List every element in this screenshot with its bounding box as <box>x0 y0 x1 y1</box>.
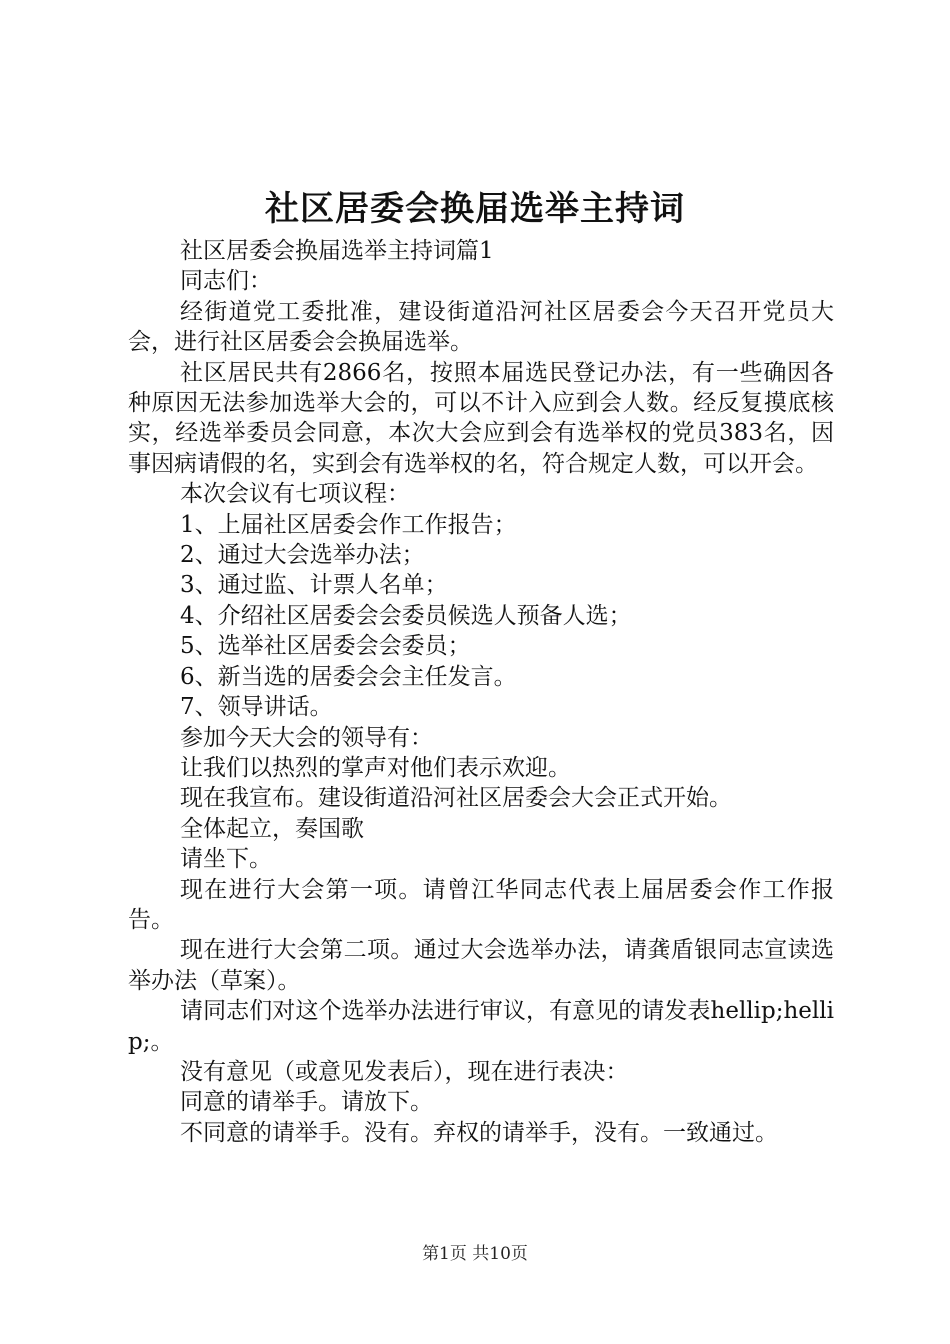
paragraph: 让我们以热烈的掌声对他们表示欢迎。 <box>180 754 571 781</box>
agenda-item: 7、领导讲话。 <box>180 694 333 721</box>
document-body <box>128 236 834 1148</box>
agenda-item: 6、新当选的居委会会主任发言。 <box>180 663 517 690</box>
page-number-footer: 第1页 共10页 <box>422 1244 528 1264</box>
agenda-item: 3、通过监、计票人名单； <box>180 572 448 599</box>
paragraph: 请坐下。 <box>180 846 272 873</box>
agenda-item: 2、通过大会选举办法； <box>180 542 425 569</box>
paragraph: 现在我宣布。建设街道沿河社区居委会大会正式开始。 <box>180 785 732 812</box>
paragraph: 社区居民共有2866名，按照本届选民登记办法，有一些确因各种原因无法参加选举大会的，可以不计入应到会人数。经反复摸底核实，经选举委员会同意，本次大会应到会有选举权的党员383名，因事因病请假的名，实到会有选举权的名，符合规定人数，可以开会。 <box>128 359 834 477</box>
paragraph: 本次会议有七项议程： <box>180 481 410 508</box>
paragraph: 没有意见（或意见发表后），现在进行表决： <box>180 1058 629 1085</box>
paragraph: 现在进行大会第二项。通过大会选举办法，请龚盾银同志宣读选举办法（草案）。 <box>128 937 834 994</box>
paragraph: 经街道党工委批准，建设街道沿河社区居委会今天召开党员大会，进行社区居委会会换届选举。 <box>128 298 834 356</box>
agenda-item: 1、上届社区居委会作工作报告； <box>180 511 517 538</box>
paragraph: 请同志们对这个选举办法进行审议，有意见的请发表hellip;hellip;。 <box>128 998 834 1055</box>
paragraph: 现在进行大会第一项。请曾江华同志代表上届居委会作工作报告。 <box>128 876 834 933</box>
document-title: 社区居委会换届选举主持词 <box>265 189 685 229</box>
agenda-item: 4、介绍社区居委会会委员候选人预备人选； <box>180 602 632 629</box>
paragraph: 全体起立，奏国歌 <box>180 815 364 842</box>
paragraph-heading: 社区居委会换届选举主持词篇1 <box>180 238 494 264</box>
paragraph: 参加今天大会的领导有： <box>180 724 433 751</box>
paragraph: 同意的请举手。请放下。 <box>180 1089 433 1116</box>
agenda-item: 5、选举社区居委会会委员； <box>180 633 471 660</box>
paragraph-salutation: 同志们： <box>180 268 272 295</box>
paragraph: 不同意的请举手。没有。弃权的请举手，没有。一致通过。 <box>180 1119 778 1146</box>
